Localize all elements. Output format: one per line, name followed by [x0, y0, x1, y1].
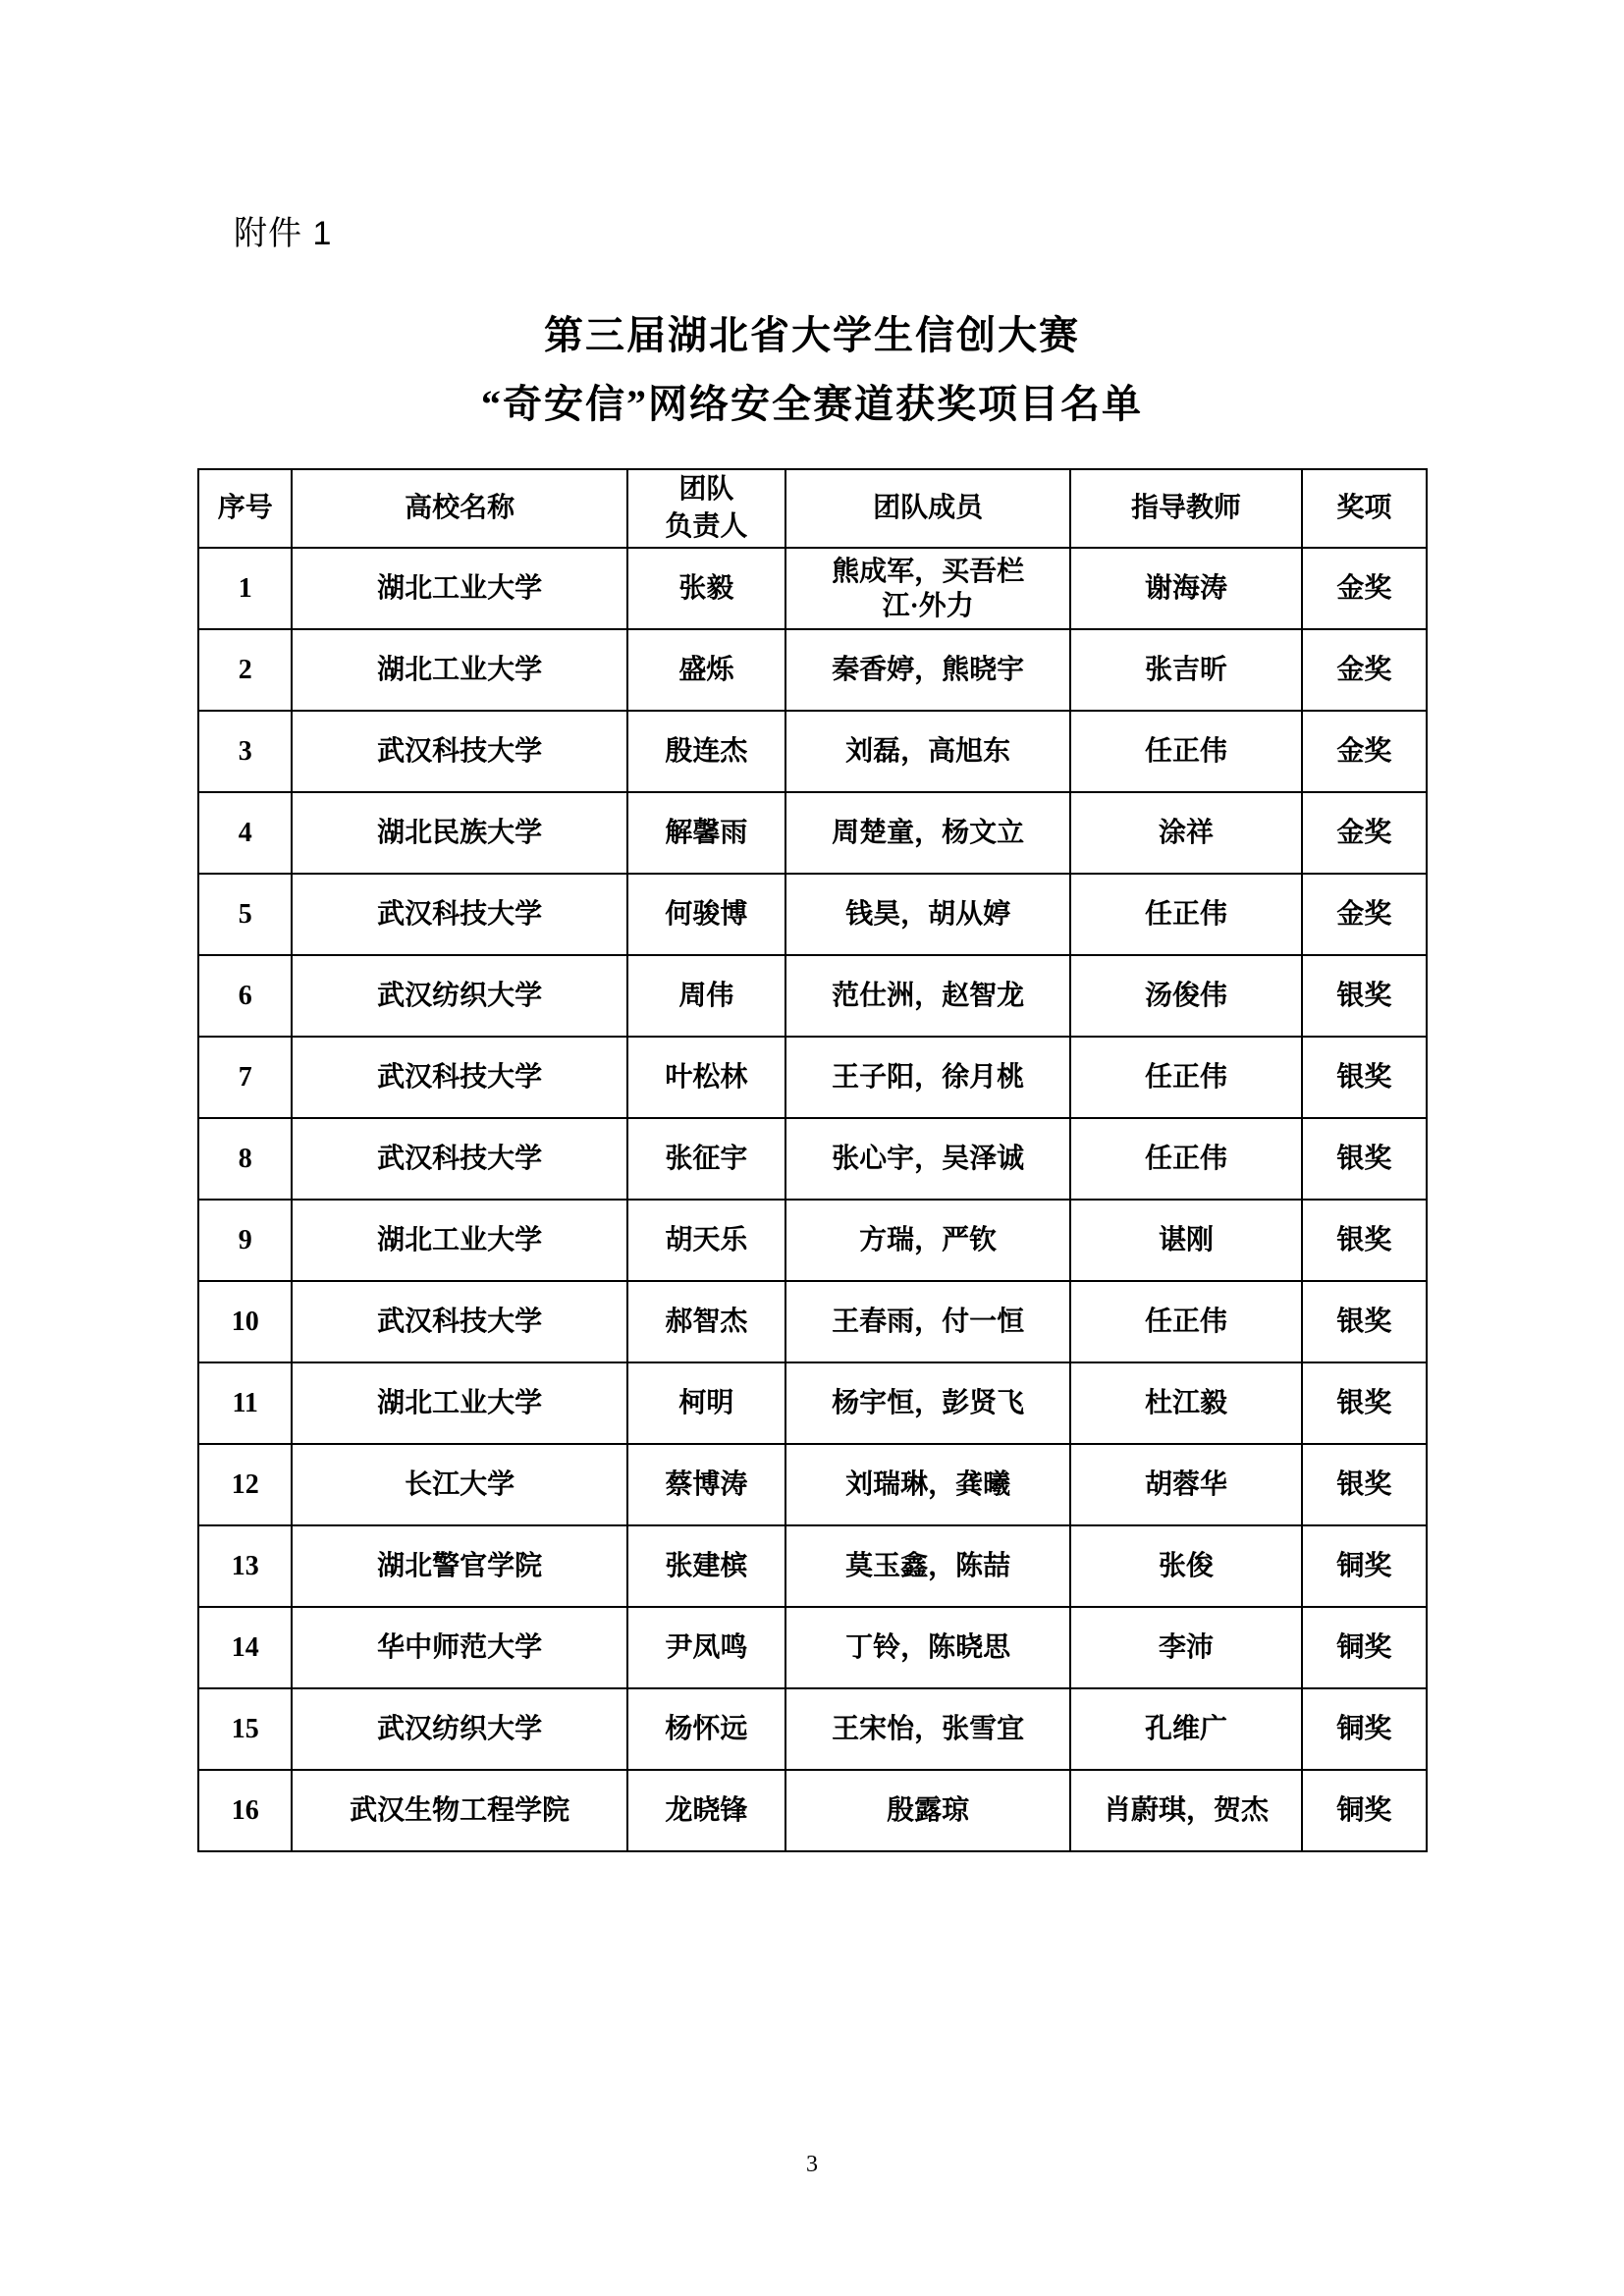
cell-award: 铜奖	[1302, 1607, 1427, 1688]
cell-seq: 9	[198, 1200, 292, 1281]
cell-seq: 3	[198, 711, 292, 792]
cell-seq: 4	[198, 792, 292, 874]
cell-teacher: 涂祥	[1070, 792, 1301, 874]
cell-seq: 1	[198, 548, 292, 629]
cell-teacher: 谌刚	[1070, 1200, 1301, 1281]
cell-leader: 叶松林	[627, 1037, 785, 1118]
cell-seq: 6	[198, 955, 292, 1037]
table-header-row	[198, 469, 1427, 548]
table-row	[198, 955, 1427, 1037]
cell-members: 范仕洲，赵智龙	[785, 955, 1070, 1037]
cell-seq: 16	[198, 1770, 292, 1851]
column-header-members: 团队成员	[785, 469, 1070, 548]
page-number: 3	[806, 2152, 818, 2177]
cell-teacher: 孔维广	[1070, 1688, 1301, 1770]
cell-leader: 盛烁	[627, 629, 785, 711]
cell-school: 湖北工业大学	[292, 1200, 626, 1281]
cell-leader: 龙晓锋	[627, 1770, 785, 1851]
cell-teacher: 张吉昕	[1070, 629, 1301, 711]
cell-leader: 尹凤鸣	[627, 1607, 785, 1688]
cell-school: 武汉纺织大学	[292, 955, 626, 1037]
cell-teacher: 任正伟	[1070, 874, 1301, 955]
cell-teacher: 李沛	[1070, 1607, 1301, 1688]
table-row	[198, 1118, 1427, 1200]
cell-teacher: 杜江毅	[1070, 1362, 1301, 1444]
cell-teacher: 任正伟	[1070, 1281, 1301, 1362]
cell-leader: 解馨雨	[627, 792, 785, 874]
cell-leader: 蔡博涛	[627, 1444, 785, 1525]
column-header-leader-line1: 团队	[678, 474, 734, 506]
cell-members: 刘磊，高旭东	[785, 711, 1070, 792]
cell-leader: 周伟	[627, 955, 785, 1037]
cell-leader: 殷连杰	[627, 711, 785, 792]
cell-teacher: 汤俊伟	[1070, 955, 1301, 1037]
table-row	[198, 629, 1427, 711]
table-row	[198, 1037, 1427, 1118]
cell-school: 湖北工业大学	[292, 1362, 626, 1444]
cell-teacher: 任正伟	[1070, 1118, 1301, 1200]
cell-teacher: 谢海涛	[1070, 548, 1301, 629]
cell-members: 秦香婷，熊晓宇	[785, 629, 1070, 711]
table-row	[198, 1688, 1427, 1770]
title-line-2: “奇安信”网络安全赛道获奖项目名单	[481, 382, 1143, 426]
cell-award: 银奖	[1302, 1037, 1427, 1118]
cell-award: 银奖	[1302, 1444, 1427, 1525]
cell-school: 湖北工业大学	[292, 629, 626, 711]
cell-award: 银奖	[1302, 1281, 1427, 1362]
cell-leader: 张征宇	[627, 1118, 785, 1200]
cell-seq: 7	[198, 1037, 292, 1118]
table-body	[198, 548, 1427, 1851]
cell-school: 武汉科技大学	[292, 1037, 626, 1118]
cell-members: 周楚童，杨文立	[785, 792, 1070, 874]
cell-teacher: 胡蓉华	[1070, 1444, 1301, 1525]
cell-leader: 郝智杰	[627, 1281, 785, 1362]
cell-members: 王宋怡，张雪宜	[785, 1688, 1070, 1770]
cell-award: 金奖	[1302, 792, 1427, 874]
cell-seq: 2	[198, 629, 292, 711]
table-row	[198, 1525, 1427, 1607]
cell-members: 殷露琼	[785, 1770, 1070, 1851]
cell-members: 杨宇恒，彭贤飞	[785, 1362, 1070, 1444]
cell-award: 金奖	[1302, 711, 1427, 792]
cell-award: 银奖	[1302, 955, 1427, 1037]
table-row	[198, 1770, 1427, 1851]
cell-school: 武汉科技大学	[292, 1118, 626, 1200]
cell-school: 湖北警官学院	[292, 1525, 626, 1607]
cell-seq: 13	[198, 1525, 292, 1607]
cell-seq: 10	[198, 1281, 292, 1362]
cell-award: 银奖	[1302, 1200, 1427, 1281]
column-header-seq: 序号	[198, 469, 292, 548]
cell-members: 刘瑞琳，龚曦	[785, 1444, 1070, 1525]
cell-award: 铜奖	[1302, 1525, 1427, 1607]
table-row	[198, 548, 1427, 629]
cell-school: 武汉纺织大学	[292, 1688, 626, 1770]
cell-leader: 张建槟	[627, 1525, 785, 1607]
table-row	[198, 1281, 1427, 1362]
table-row	[198, 1362, 1427, 1444]
cell-members: 方瑞，严钦	[785, 1200, 1070, 1281]
cell-award: 金奖	[1302, 629, 1427, 711]
cell-teacher: 肖蔚琪，贺杰	[1070, 1770, 1301, 1851]
column-header-teacher: 指导教师	[1070, 469, 1301, 548]
cell-award: 银奖	[1302, 1362, 1427, 1444]
cell-school: 湖北民族大学	[292, 792, 626, 874]
cell-members: 王春雨，付一恒	[785, 1281, 1070, 1362]
cell-award: 金奖	[1302, 874, 1427, 955]
cell-members: 钱昊，胡从婷	[785, 874, 1070, 955]
cell-members: 王子阳，徐月桃	[785, 1037, 1070, 1118]
cell-seq: 8	[198, 1118, 292, 1200]
cell-teacher: 张俊	[1070, 1525, 1301, 1607]
cell-teacher: 任正伟	[1070, 711, 1301, 792]
cell-award: 金奖	[1302, 548, 1427, 629]
cell-members	[785, 548, 1070, 629]
cell-school: 武汉科技大学	[292, 1281, 626, 1362]
table-row	[198, 711, 1427, 792]
cell-teacher: 任正伟	[1070, 1037, 1301, 1118]
cell-school: 武汉科技大学	[292, 874, 626, 955]
cell-members-line1: 熊成军，买吾栏	[832, 556, 1025, 587]
cell-leader: 胡天乐	[627, 1200, 785, 1281]
cell-leader: 何骏博	[627, 874, 785, 955]
cell-seq: 14	[198, 1607, 292, 1688]
cell-seq: 11	[198, 1362, 292, 1444]
title-line-1: 第三届湖北省大学生信创大赛	[544, 313, 1080, 357]
table-header	[198, 469, 1427, 548]
cell-members-line2: 江·外力	[882, 590, 974, 621]
table-row	[198, 1444, 1427, 1525]
table-row	[198, 792, 1427, 874]
cell-seq: 15	[198, 1688, 292, 1770]
attachment-label: 附件 1	[234, 215, 333, 252]
cell-award: 铜奖	[1302, 1688, 1427, 1770]
page-title	[0, 306, 1624, 434]
cell-leader: 杨怀远	[627, 1688, 785, 1770]
cell-school: 武汉生物工程学院	[292, 1770, 626, 1851]
column-header-award: 奖项	[1302, 469, 1427, 548]
table-row	[198, 1607, 1427, 1688]
table-row	[198, 874, 1427, 955]
cell-members: 莫玉鑫，陈喆	[785, 1525, 1070, 1607]
cell-leader: 张毅	[627, 548, 785, 629]
column-header-school: 高校名称	[292, 469, 626, 548]
cell-leader: 柯明	[627, 1362, 785, 1444]
cell-members: 张心宇，吴泽诚	[785, 1118, 1070, 1200]
column-header-leader	[627, 469, 785, 548]
award-list-table	[197, 468, 1428, 1852]
cell-seq: 12	[198, 1444, 292, 1525]
cell-school: 长江大学	[292, 1444, 626, 1525]
column-header-leader-line2: 负责人	[665, 511, 748, 542]
cell-members: 丁铃，陈晓思	[785, 1607, 1070, 1688]
cell-award: 银奖	[1302, 1118, 1427, 1200]
cell-award: 铜奖	[1302, 1770, 1427, 1851]
cell-school: 华中师范大学	[292, 1607, 626, 1688]
cell-seq: 5	[198, 874, 292, 955]
table-row	[198, 1200, 1427, 1281]
cell-school: 武汉科技大学	[292, 711, 626, 792]
cell-school: 湖北工业大学	[292, 548, 626, 629]
